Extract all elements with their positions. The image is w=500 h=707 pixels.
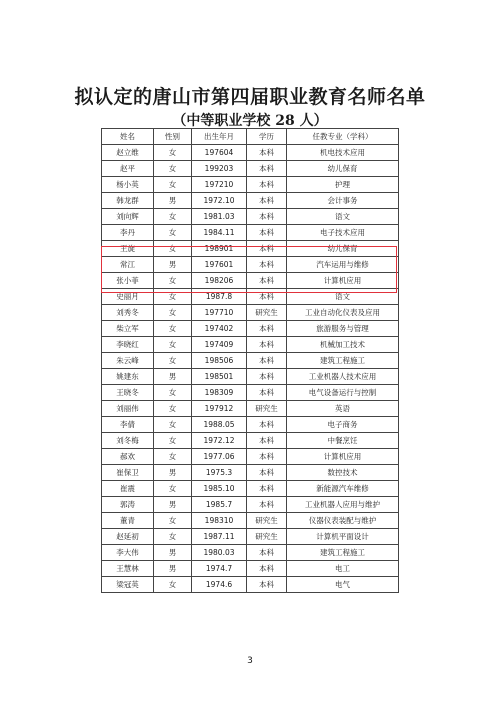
- cell-gender: 女: [154, 513, 192, 529]
- cell-education: 本科: [247, 369, 287, 385]
- cell-education: 本科: [247, 193, 287, 209]
- cell-name: 崔保卫: [102, 465, 154, 481]
- teacher-table: [101, 128, 399, 593]
- table-row: [102, 449, 399, 465]
- cell-birth: 1972.12: [192, 433, 247, 449]
- cell-name: 郭涛: [102, 497, 154, 513]
- cell-gender: 男: [154, 465, 192, 481]
- cell-gender: 女: [154, 577, 192, 593]
- table-row: [102, 193, 399, 209]
- cell-subject: 电子商务: [287, 417, 399, 433]
- cell-education: 研究生: [247, 529, 287, 545]
- table-row: [102, 145, 399, 161]
- cell-birth: 1975.3: [192, 465, 247, 481]
- cell-gender: 女: [154, 321, 192, 337]
- cell-education: 本科: [247, 273, 287, 289]
- table-row: [102, 289, 399, 305]
- cell-name: 杨小英: [102, 177, 154, 193]
- cell-subject: 工业自动化仪表及应用: [287, 305, 399, 321]
- table-row: [102, 241, 399, 257]
- cell-name: 李倩: [102, 417, 154, 433]
- cell-education: 本科: [247, 321, 287, 337]
- cell-gender: 女: [154, 337, 192, 353]
- page-number: 3: [247, 656, 253, 666]
- document-title: 拟认定的唐山市第四届职业教育名师名单: [74, 86, 426, 108]
- cell-subject: 建筑工程施工: [287, 353, 399, 369]
- table-row: [102, 545, 399, 561]
- cell-education: 研究生: [247, 513, 287, 529]
- cell-name: 王旋: [102, 241, 154, 257]
- cell-name: 郝欢: [102, 449, 154, 465]
- cell-name: 王慧林: [102, 561, 154, 577]
- cell-birth: 197402: [192, 321, 247, 337]
- table-row: [102, 161, 399, 177]
- table-row: [102, 513, 399, 529]
- cell-birth: 1987.8: [192, 289, 247, 305]
- cell-name: 刘冬梅: [102, 433, 154, 449]
- cell-birth: 198901: [192, 241, 247, 257]
- cell-birth: 197912: [192, 401, 247, 417]
- cell-name: 张小菲: [102, 273, 154, 289]
- table-row: [102, 225, 399, 241]
- table-row: [102, 257, 399, 273]
- cell-education: 本科: [247, 161, 287, 177]
- cell-name: 崔震: [102, 481, 154, 497]
- cell-education: 本科: [247, 545, 287, 561]
- cell-subject: 护理: [287, 177, 399, 193]
- cell-gender: 女: [154, 385, 192, 401]
- cell-name: 朱云峰: [102, 353, 154, 369]
- cell-education: 本科: [247, 465, 287, 481]
- header-subject: 任教专业（学科）: [287, 129, 399, 145]
- cell-name: 刘秀冬: [102, 305, 154, 321]
- table-row: [102, 273, 399, 289]
- cell-name: 李晓红: [102, 337, 154, 353]
- cell-education: 研究生: [247, 401, 287, 417]
- cell-name: 王晓冬: [102, 385, 154, 401]
- cell-education: 本科: [247, 433, 287, 449]
- cell-birth: 197210: [192, 177, 247, 193]
- cell-gender: 男: [154, 369, 192, 385]
- cell-subject: 仪器仪表装配与维护: [287, 513, 399, 529]
- cell-subject: 计算机应用: [287, 273, 399, 289]
- cell-education: 研究生: [247, 305, 287, 321]
- cell-name: 李大伟: [102, 545, 154, 561]
- cell-education: 本科: [247, 289, 287, 305]
- cell-gender: 女: [154, 529, 192, 545]
- cell-subject: 电工: [287, 561, 399, 577]
- cell-gender: 女: [154, 305, 192, 321]
- cell-subject: 中餐烹饪: [287, 433, 399, 449]
- header-gender: 性别: [154, 129, 192, 145]
- header-name: 姓名: [102, 129, 154, 145]
- cell-birth: 198501: [192, 369, 247, 385]
- cell-birth: 1980.03: [192, 545, 247, 561]
- cell-gender: 女: [154, 481, 192, 497]
- cell-gender: 女: [154, 177, 192, 193]
- cell-subject: 会计事务: [287, 193, 399, 209]
- cell-gender: 男: [154, 193, 192, 209]
- cell-subject: 新能源汽车维修: [287, 481, 399, 497]
- table-row: [102, 401, 399, 417]
- cell-birth: 1988.05: [192, 417, 247, 433]
- table-row: [102, 369, 399, 385]
- cell-education: 本科: [247, 561, 287, 577]
- cell-education: 本科: [247, 481, 287, 497]
- table-row: [102, 321, 399, 337]
- cell-gender: 女: [154, 417, 192, 433]
- cell-gender: 女: [154, 161, 192, 177]
- table-row: [102, 385, 399, 401]
- cell-gender: 女: [154, 273, 192, 289]
- cell-birth: 198309: [192, 385, 247, 401]
- table-row: [102, 305, 399, 321]
- cell-subject: 英语: [287, 401, 399, 417]
- cell-subject: 工业机器人应用与维护: [287, 497, 399, 513]
- cell-gender: 女: [154, 225, 192, 241]
- cell-birth: 1987.11: [192, 529, 247, 545]
- table-row: [102, 465, 399, 481]
- cell-birth: 199203: [192, 161, 247, 177]
- cell-birth: 197601: [192, 257, 247, 273]
- cell-education: 本科: [247, 177, 287, 193]
- cell-education: 本科: [247, 241, 287, 257]
- cell-name: 赵平: [102, 161, 154, 177]
- cell-gender: 女: [154, 145, 192, 161]
- cell-subject: 工业机器人技术应用: [287, 369, 399, 385]
- cell-name: 姚建东: [102, 369, 154, 385]
- cell-subject: 机械加工技术: [287, 337, 399, 353]
- cell-birth: 198506: [192, 353, 247, 369]
- cell-education: 本科: [247, 385, 287, 401]
- table-row: [102, 481, 399, 497]
- cell-subject: 数控技术: [287, 465, 399, 481]
- cell-gender: 女: [154, 401, 192, 417]
- cell-education: 本科: [247, 209, 287, 225]
- cell-education: 本科: [247, 417, 287, 433]
- cell-birth: 1985.7: [192, 497, 247, 513]
- table-body: [102, 145, 399, 593]
- table-row: [102, 177, 399, 193]
- cell-subject: 语文: [287, 209, 399, 225]
- cell-subject: 电子技术应用: [287, 225, 399, 241]
- table-row: [102, 529, 399, 545]
- cell-birth: 197604: [192, 145, 247, 161]
- table-row: [102, 577, 399, 593]
- cell-gender: 女: [154, 209, 192, 225]
- table-row: [102, 497, 399, 513]
- cell-subject: 汽车运用与维修: [287, 257, 399, 273]
- cell-subject: 建筑工程施工: [287, 545, 399, 561]
- document-subtitle: （中等职业学校 28 人）: [172, 113, 328, 129]
- cell-gender: 男: [154, 497, 192, 513]
- table-row: [102, 561, 399, 577]
- cell-name: 常江: [102, 257, 154, 273]
- cell-education: 本科: [247, 257, 287, 273]
- cell-birth: 198206: [192, 273, 247, 289]
- cell-education: 本科: [247, 577, 287, 593]
- cell-gender: 女: [154, 353, 192, 369]
- cell-subject: 语文: [287, 289, 399, 305]
- cell-gender: 女: [154, 241, 192, 257]
- cell-subject: 电气设备运行与控制: [287, 385, 399, 401]
- cell-gender: 男: [154, 545, 192, 561]
- cell-name: 刘丽伟: [102, 401, 154, 417]
- cell-birth: 198310: [192, 513, 247, 529]
- cell-birth: 1972.10: [192, 193, 247, 209]
- cell-subject: 旅游服务与管理: [287, 321, 399, 337]
- cell-subject: 计算机应用: [287, 449, 399, 465]
- cell-education: 本科: [247, 353, 287, 369]
- cell-name: 柴立军: [102, 321, 154, 337]
- table-row: [102, 433, 399, 449]
- cell-gender: 男: [154, 257, 192, 273]
- cell-education: 本科: [247, 225, 287, 241]
- cell-name: 韩龙群: [102, 193, 154, 209]
- cell-birth: 1984.11: [192, 225, 247, 241]
- table-row: [102, 417, 399, 433]
- table-header-row: [102, 129, 399, 145]
- cell-birth: 1981.03: [192, 209, 247, 225]
- cell-gender: 女: [154, 289, 192, 305]
- header-birth: 出生年月: [192, 129, 247, 145]
- cell-birth: 197710: [192, 305, 247, 321]
- cell-education: 本科: [247, 337, 287, 353]
- cell-birth: 1974.6: [192, 577, 247, 593]
- cell-birth: 1985.10: [192, 481, 247, 497]
- cell-gender: 女: [154, 449, 192, 465]
- cell-subject: 计算机平面设计: [287, 529, 399, 545]
- cell-name: 史丽月: [102, 289, 154, 305]
- table-row: [102, 353, 399, 369]
- cell-subject: 机电技术应用: [287, 145, 399, 161]
- cell-name: 赵立维: [102, 145, 154, 161]
- header-education: 学历: [247, 129, 287, 145]
- cell-name: 梁冠英: [102, 577, 154, 593]
- cell-gender: 女: [154, 433, 192, 449]
- cell-subject: 电气: [287, 577, 399, 593]
- cell-education: 本科: [247, 449, 287, 465]
- table-row: [102, 209, 399, 225]
- cell-name: 李丹: [102, 225, 154, 241]
- cell-name: 刘向辉: [102, 209, 154, 225]
- cell-gender: 男: [154, 561, 192, 577]
- cell-name: 赵延初: [102, 529, 154, 545]
- cell-birth: 197409: [192, 337, 247, 353]
- cell-education: 本科: [247, 497, 287, 513]
- cell-birth: 1977.06: [192, 449, 247, 465]
- cell-subject: 幼儿保育: [287, 241, 399, 257]
- table-row: [102, 337, 399, 353]
- cell-birth: 1974.7: [192, 561, 247, 577]
- cell-subject: 幼儿保育: [287, 161, 399, 177]
- cell-education: 本科: [247, 145, 287, 161]
- cell-name: 董青: [102, 513, 154, 529]
